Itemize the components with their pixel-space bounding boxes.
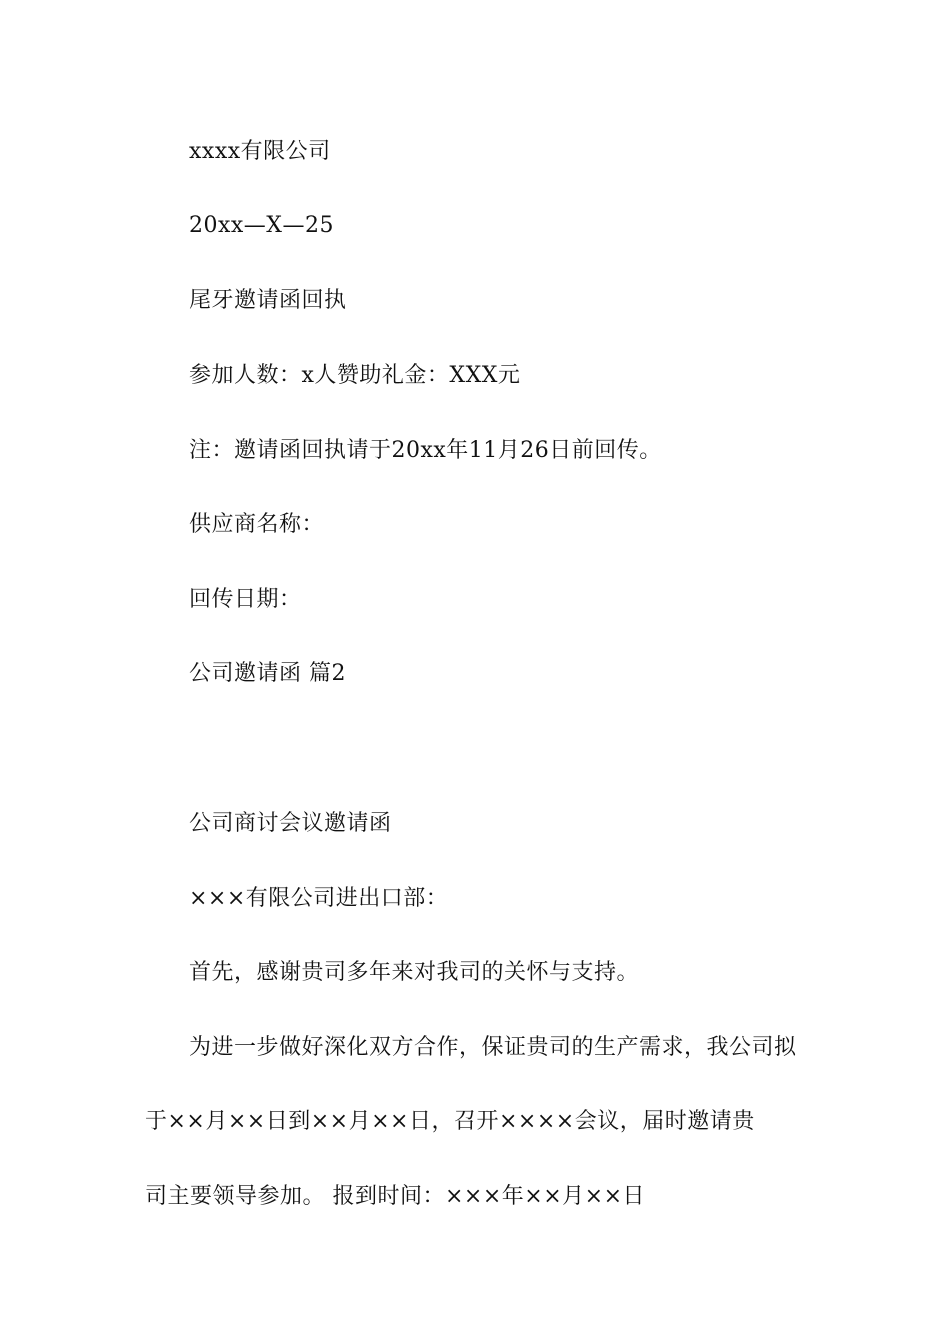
company-name-line: xxxx有限公司: [189, 139, 331, 164]
body-paragraph-1: 首先，感谢贵司多年来对我司的关怀与支持。: [189, 960, 640, 985]
note-line: 注：邀请函回执请于20xx年11月26日前回传。: [189, 438, 662, 463]
meeting-invitation-title: 公司商讨会议邀请函: [189, 811, 392, 836]
date-line: 20xx—X—25: [189, 213, 334, 238]
supplier-name-line: 供应商名称：: [189, 512, 325, 537]
return-date-line: 回传日期：: [189, 587, 302, 612]
body-paragraph-2-line-1: 为进一步做好深化双方合作，保证贵司的生产需求，我公司拟: [189, 1035, 797, 1060]
body-paragraph-2-line-2: 于××月××日到××月××日，召开××××会议，届时邀请贵: [145, 1109, 755, 1134]
section-heading: 公司邀请函 篇2: [189, 661, 346, 686]
receipt-title: 尾牙邀请函回执: [189, 288, 347, 313]
body-paragraph-2-line-3: 司主要领导参加。 报到时间：×××年××月××日: [145, 1184, 646, 1209]
recipient-line: ×××有限公司进出口部：: [189, 886, 449, 911]
attendance-line: 参加人数：x人赞助礼金：XXX元: [189, 363, 521, 388]
